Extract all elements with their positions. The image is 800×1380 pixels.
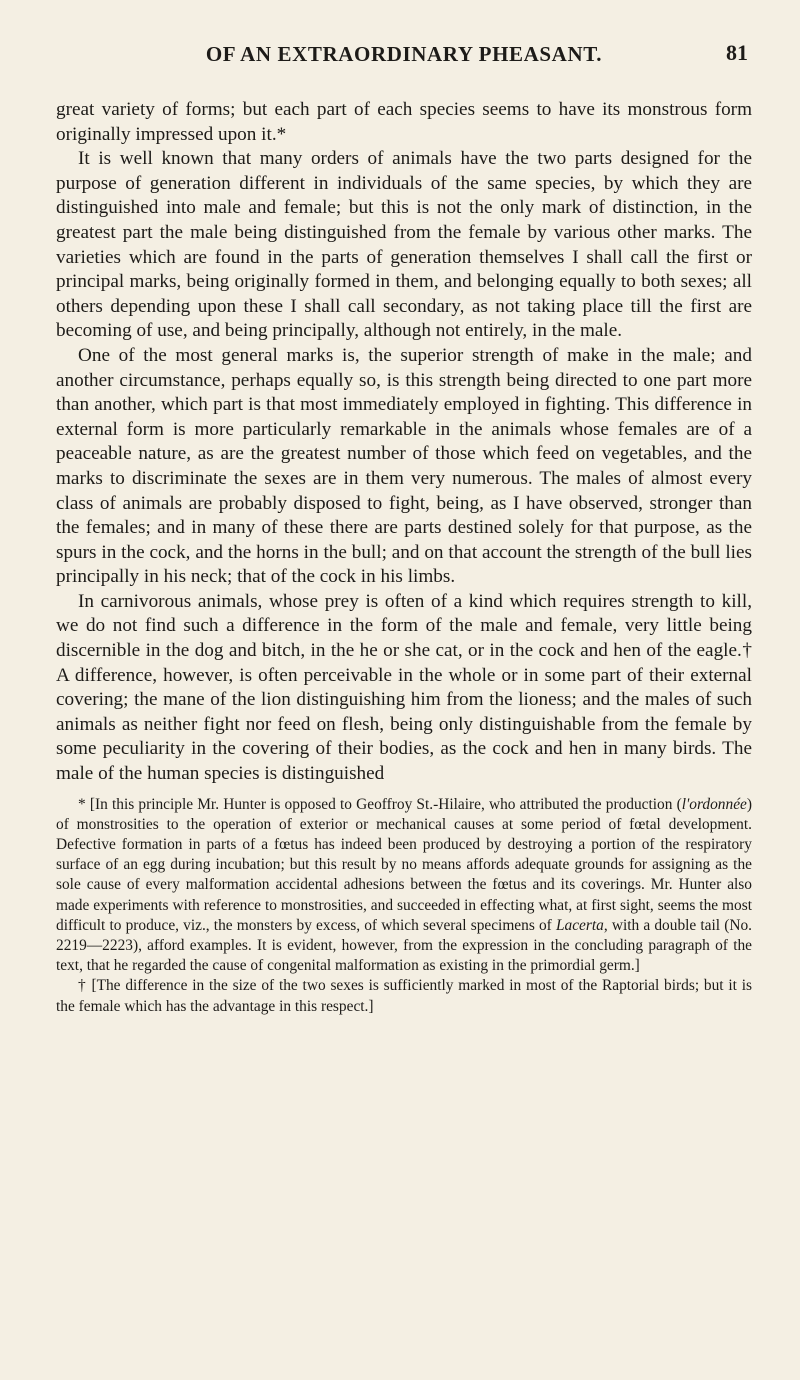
footnote-text: * [In this principle Mr. Hunter is opposed to Geoffroy St.-Hilaire, who attributed the production ( [78,795,682,813]
body-text [56,98,752,787]
footnote-dagger: † [The difference in the size of the two sexes is sufficiently marked in most of the Raptorial birds; but it is the female which has the advantage in this respect.] [56,977,752,1015]
paragraph-strength-of-make: One of the most general marks is, the superior strength of make in the male; and another circumstance, perhaps equally so, is this strength being directed to one part more than another, which part is that most immediately employed in fighting. This difference in external form is more particularly remarkable in the animals whose females are of a peaceable nature, as are the greatest number of those which feed on vegetables, and the marks to discriminate the sexes are in them very numerous. The males of almost every class of animals are probably disposed to fight, being, as I have observed, stronger than the females; and in many of these there are parts destined solely for that purpose, as the spurs in the cock, and the horns in the bull; and on that account the strength of the bull lies principally in his neck; that of the cock in his limbs. [56,344,752,588]
footnote-asterisk [56,795,752,977]
footnote-text: , with a double tail (No. 2219—2223), afford examples. It is evident, however, from the expression in the concluding paragraph of the text, that he regarded the cause of congenital malformation as existing in the primordial germ.] [56,916,752,975]
footnote-italic-term: l'ordonnée [681,795,747,813]
footnotes [56,795,752,1017]
paragraph-generation-marks: It is well known that many orders of animals have the two parts designed for the purpose of generation different in individuals of the same species, by which they are distinguished into male and female; but this is not the only mark of distinction, in the greatest part the male being distinguished from the female by various other marks. The varieties which are found in the parts of generation themselves I shall call the first or principal marks, being originally formed in them, and belonging equally to both sexes; all others depending upon these I shall call secondary, as not taking place till the first are becoming of use, and being principally, although not entirely, in the male. [56,148,752,342]
page-number: 81 [726,40,748,65]
paragraph-continuation: great variety of forms; but each part of each species seems to have its monstrous form originally impressed upon it.* [56,99,752,145]
footnote-text: ) of monstrosities to the operation of exterior or mechanical causes at some period of fœtal development. Defective formation in parts of a fœtus has indeed been produced by destroying a portion of the respiratory surface of an egg during incubation; but this result by no means affords adequate grounds for assigning as the sole cause of every malformation accidental adhesions between the fœtus and its coverings. Mr. Hunter also made experiments with reference to monstrosities, and succeeded in effecting what, at first sight, seems the most difficult to produce, viz., the monsters by excess, of which several specimens of [56,795,752,934]
footnote-italic-term: Lacerta [555,916,604,934]
paragraph-carnivorous-animals: In carnivorous animals, whose prey is often of a kind which requires strength to kill, we do not find such a difference in the form of the male and female, very little being discernible in the dog and bitch, in the he or she cat, or in the cock and hen of the eagle.† A difference, however, is often perceivable in the whole or in some part of their external covering; the mane of the lion distinguishing him from the lioness; and the males of such animals as neither fight nor feed on flesh, being only distinguishable from the female by some peculiarity in the covering of their bodies, as the cock and hen in many birds. The male of the human species is distinguished [56,590,752,785]
running-head [56,0,752,72]
running-title: OF AN EXTRAORDINARY PHEASANT. [205,42,603,66]
